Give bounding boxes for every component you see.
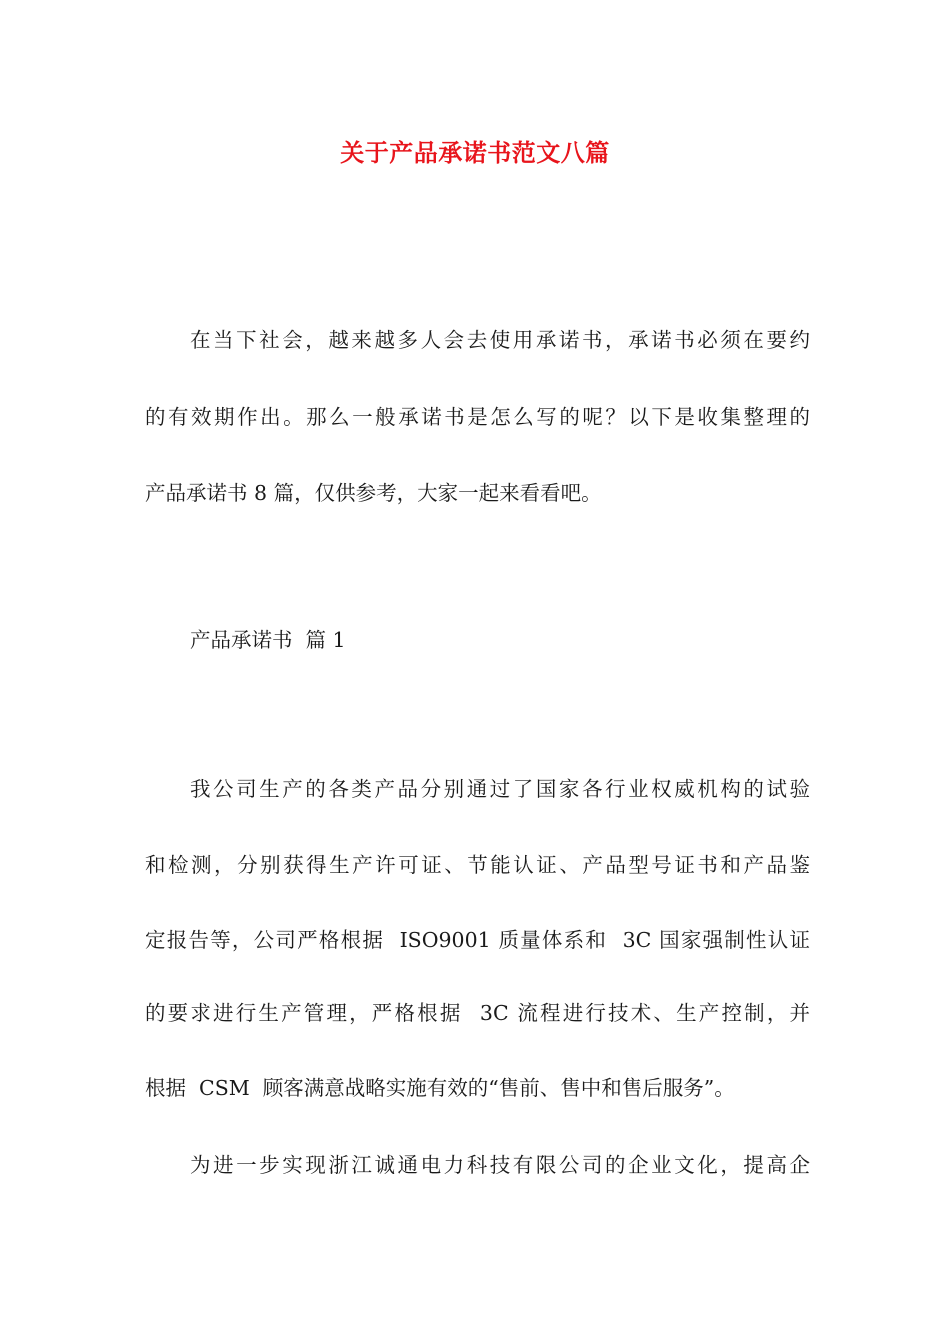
body-line-6: 为进一步实现浙江诚通电力科技有限公司的企业文化，提高企 [190,1153,810,1177]
body-line-3: 定报告等，公司严格根据 ISO9001 质量体系和 3C 国家强制性认证 [145,928,810,952]
body-line-4: 的要求进行生产管理，严格根据 3C 流程进行技术、生产控制，并 [145,1001,810,1025]
body-line-5: 根据 CSM 顾客满意战略实施有效的“售前、售中和售后服务”。 [145,1076,735,1100]
intro-line-1: 在当下社会，越来越多人会去使用承诺书，承诺书必须在要约 [190,328,810,352]
body-line-2: 和检测，分别获得生产许可证、节能认证、产品型号证书和产品鉴 [145,853,810,877]
intro-line-2: 的有效期作出。那么一般承诺书是怎么写的呢？以下是收集整理的 [145,405,810,429]
body-line-1: 我公司生产的各类产品分别通过了国家各行业权威机构的试验 [190,777,810,801]
document-title: 关于产品承诺书范文八篇 [340,138,610,167]
section-heading: 产品承诺书 篇 1 [190,628,346,652]
intro-line-3: 产品承诺书 8 篇，仅供参考，大家一起来看看吧。 [145,481,602,505]
